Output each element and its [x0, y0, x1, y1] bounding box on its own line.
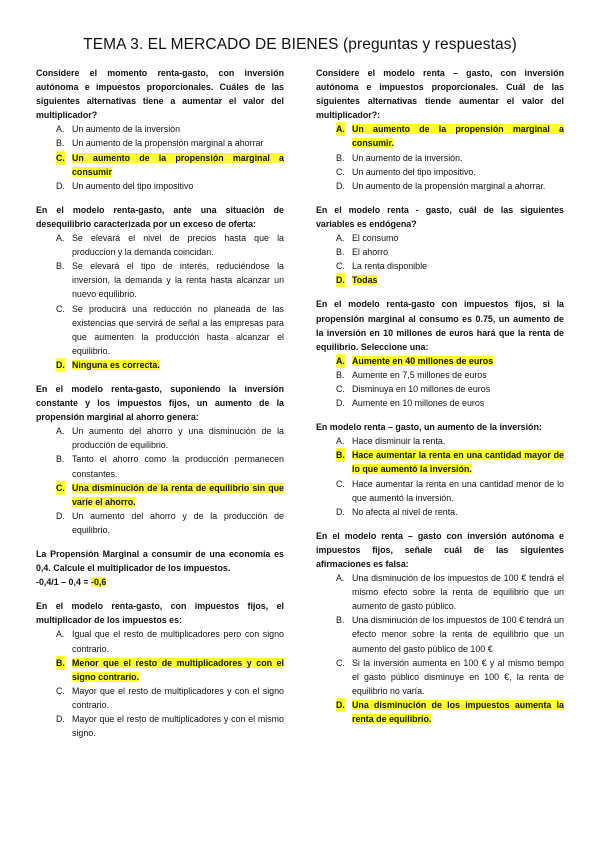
option-letter: C. [336, 261, 345, 272]
option-text: Disminuya en 10 millones de euros [352, 383, 491, 394]
option-text: Mayor que el resto de multiplicadores y con el mismo signo. [72, 714, 284, 739]
option-letter: B. [336, 152, 345, 163]
left-column [36, 66, 284, 750]
option-text: Un aumento del tipo impositivo. [352, 166, 476, 177]
correct-option [36, 358, 284, 372]
option-text: Aumente en 10 millones de euros [352, 398, 485, 409]
option-letter: A. [336, 122, 345, 136]
correct-option [316, 354, 564, 368]
option-letter: A. [336, 573, 345, 584]
correct-option [316, 698, 564, 726]
formula-expression: -0,4/1 – 0,4 = [36, 577, 92, 588]
question-block [36, 203, 284, 372]
option-text: Un aumento de la inversión. [352, 152, 463, 163]
option-item [36, 136, 284, 150]
question-text: En el modelo renta-gasto, con impuestos fijos, el multiplicador de los impuestos es: [36, 601, 284, 626]
question-text: En el modelo renta-gasto, suponiendo la inversión constante y los impuestos fijos, un aumento de la propensión marginal al ahorro genera: [36, 383, 284, 423]
option-item [316, 165, 564, 179]
question-block [316, 420, 564, 519]
option-letter: D. [336, 273, 345, 287]
option-item [36, 231, 284, 259]
question-block [36, 599, 284, 740]
correct-option [316, 448, 564, 476]
options-list [36, 424, 284, 537]
option-text: Hace aumentar la renta en una cantidad mayor de lo que aumentó la inversión. [352, 450, 564, 475]
correct-option [316, 273, 564, 287]
option-item [36, 712, 284, 740]
question-block [316, 297, 564, 410]
option-item [316, 259, 564, 273]
option-text: La renta disponible [352, 261, 427, 272]
options-list [316, 571, 564, 726]
option-text: Todas [352, 275, 378, 286]
option-text: Ninguna es correcta. [72, 359, 160, 370]
option-letter: B. [336, 615, 345, 626]
options-list [316, 231, 564, 287]
option-letter: D. [56, 510, 65, 521]
option-item [36, 424, 284, 452]
options-list [36, 122, 284, 192]
option-item [316, 477, 564, 505]
option-text: No afecta al nivel de renta. [352, 506, 458, 517]
question-block [316, 203, 564, 288]
option-letter: D. [336, 506, 345, 517]
option-item [316, 382, 564, 396]
option-letter: A. [56, 426, 65, 437]
option-letter: B. [336, 369, 345, 380]
correct-option [36, 656, 284, 684]
option-text: Un aumento de la propensión marginal a ahorrar [72, 138, 264, 149]
option-letter: B. [56, 138, 65, 149]
page-title: TEMA 3. EL MERCADO DE BIENES (preguntas y respuestas) [83, 36, 517, 53]
option-item [316, 434, 564, 448]
options-list [316, 122, 564, 192]
option-letter: A. [56, 124, 65, 135]
option-item [36, 259, 284, 301]
option-letter: A. [56, 629, 65, 640]
option-text: Un aumento de la propensión marginal a consumir. [352, 124, 564, 149]
option-text: Una disminución de la renta de equilibrio sin que varíe el ahorro. [72, 482, 284, 507]
option-letter: A. [336, 436, 345, 447]
options-list [316, 434, 564, 519]
option-letter: C. [336, 166, 345, 177]
option-item [36, 452, 284, 480]
option-item [316, 656, 564, 698]
option-text: El ahorro [352, 247, 389, 258]
option-text: Menor que el resto de multiplicadores y con el signo contrario. [72, 657, 284, 682]
option-item [36, 684, 284, 712]
option-item [316, 505, 564, 519]
question-block [36, 547, 284, 589]
option-text: Un aumento de la inversión [72, 124, 181, 135]
option-letter: D. [336, 698, 345, 712]
question-text: En el modelo renta - gasto, cuál de las siguientes variables es endógena? [316, 204, 564, 229]
option-item [316, 368, 564, 382]
question-text: Considere el momento renta-gasto, con inversión autónoma e impuestos proporcionales. Cuáles de las siguientes alternativas tiene a aumentar el valor del multiplicador? [36, 68, 284, 121]
option-letter: D. [56, 714, 65, 725]
option-item [316, 151, 564, 165]
question-text: Considere el modelo renta – gasto, con inversión autónoma e impuestos proporcionales. Cuál de las siguientes alternativas tiende aumentar el valor del multiplicador?: [316, 68, 564, 121]
option-text: Mayor que el resto de multiplicadores y con el signo contrario. [72, 685, 284, 710]
option-letter: A. [336, 354, 345, 368]
option-text: Un aumento del ahorro y una disminución de la producción de equilibrio. [72, 426, 284, 451]
option-item [316, 571, 564, 613]
option-item [316, 245, 564, 259]
question-block [36, 382, 284, 537]
options-list [316, 354, 564, 410]
option-text: Tanto el ahorro como la producción permanecen constantes. [72, 454, 284, 479]
question-text: La Propensión Marginal a consumir de una economía es 0,4. Calcule el multiplicador de los impuestos. [36, 549, 284, 574]
option-text: Si la inversión aumenta en 100 € y al mismo tiempo el gasto público disminuye en 100 €, la renta de equilibrio no varía. [352, 657, 564, 696]
option-item [316, 231, 564, 245]
option-letter: B. [56, 454, 65, 465]
option-letter: B. [336, 448, 345, 462]
option-item [36, 179, 284, 193]
option-text: Un aumento del ahorro y de la producción de equilibrio. [72, 510, 284, 535]
option-text: Igual que el resto de multiplicadores pero con signo contrario. [72, 629, 284, 654]
option-item [316, 613, 564, 655]
option-text: Se producirá una reducción no planeada de las existencias que servirá de señal a las empresas para que aumenten la producción hasta alcanzar el equilibrio. [72, 303, 284, 356]
option-letter: C. [56, 151, 65, 165]
option-letter: A. [336, 233, 345, 244]
option-item [316, 396, 564, 410]
option-letter: D. [56, 180, 65, 191]
option-text: Un aumento de la propensión marginal a ahorrar. [352, 180, 546, 191]
question-block [316, 529, 564, 726]
option-text: Se elevará el tipo de interés, reduciéndose la inversión, la demanda y la renta hasta alcanzar un nuevo equilibrio. [72, 261, 284, 300]
question-block [316, 66, 564, 193]
question-text: En el modelo renta – gasto con inversión autónoma e impuestos fijos, señale cuál de las siguientes afirmaciones es falsa: [316, 530, 564, 569]
option-letter: C. [336, 478, 345, 489]
formula-answer: -0,6 [91, 577, 107, 588]
options-list [36, 627, 284, 740]
option-text: Se elevará el nivel de precios hasta que la produccion y la demanda coincidan. [72, 233, 284, 258]
option-item [36, 509, 284, 537]
option-item [316, 179, 564, 193]
option-text: El consumo [352, 233, 399, 244]
option-item [36, 627, 284, 655]
option-letter: B. [56, 656, 65, 670]
option-letter: C. [336, 657, 345, 668]
question-text: En modelo renta – gasto, un aumento de la inversión: [316, 422, 542, 433]
option-text: Un aumento de la propensión marginal a consumir [72, 152, 284, 177]
option-text: Un aumento del tipo impositivo [72, 180, 194, 191]
option-letter: D. [56, 358, 65, 372]
option-letter: C. [56, 481, 65, 495]
formula-line [36, 575, 284, 589]
option-item [36, 302, 284, 358]
option-letter: B. [56, 261, 65, 272]
option-letter: C. [56, 303, 65, 314]
option-text: Una disminución de los impuestos aumenta la renta de equilibrio. [352, 699, 564, 725]
right-column [316, 66, 564, 736]
correct-option [316, 122, 564, 150]
option-text: Una disminución de los impuestos de 100 € tendrá un efecto menor sobre la renta de equilibrio que un aumento del gasto público de 100 € [352, 615, 564, 654]
option-text: Aumente en 40 millones de euros [352, 355, 494, 366]
correct-option [36, 481, 284, 509]
option-text: Una disminución de los impuestos de 100 € tendrá el mismo efecto sobre la renta de equilibrio que un aumento de gasto público. [352, 573, 564, 612]
option-letter: B. [336, 247, 345, 258]
option-letter: A. [56, 233, 65, 244]
question-text: En el modelo renta-gasto con impuestos fijos, si la propensión marginal al consumo es 0.75, un aumento de la inversión en 10 millones de euros hará que la renta de equilibrio. Seleccione una: [316, 299, 564, 352]
options-list [36, 231, 284, 372]
option-letter: D. [336, 398, 345, 409]
option-text: Hace disminuir la renta. [352, 436, 446, 447]
option-letter: D. [336, 180, 345, 191]
question-text: En el modelo renta-gasto, ante una situación de desequilibrio caracterizada por un exceso de oferta: [36, 204, 284, 229]
question-block [36, 66, 284, 193]
option-text: Aumente en 7,5 millones de euros [352, 369, 487, 380]
option-item [36, 122, 284, 136]
option-letter: C. [336, 383, 345, 394]
option-text: Hace aumentar la renta en una cantidad menor de lo que aumentó la inversión. [352, 478, 564, 503]
option-letter: C. [56, 685, 65, 696]
correct-option [36, 151, 284, 179]
